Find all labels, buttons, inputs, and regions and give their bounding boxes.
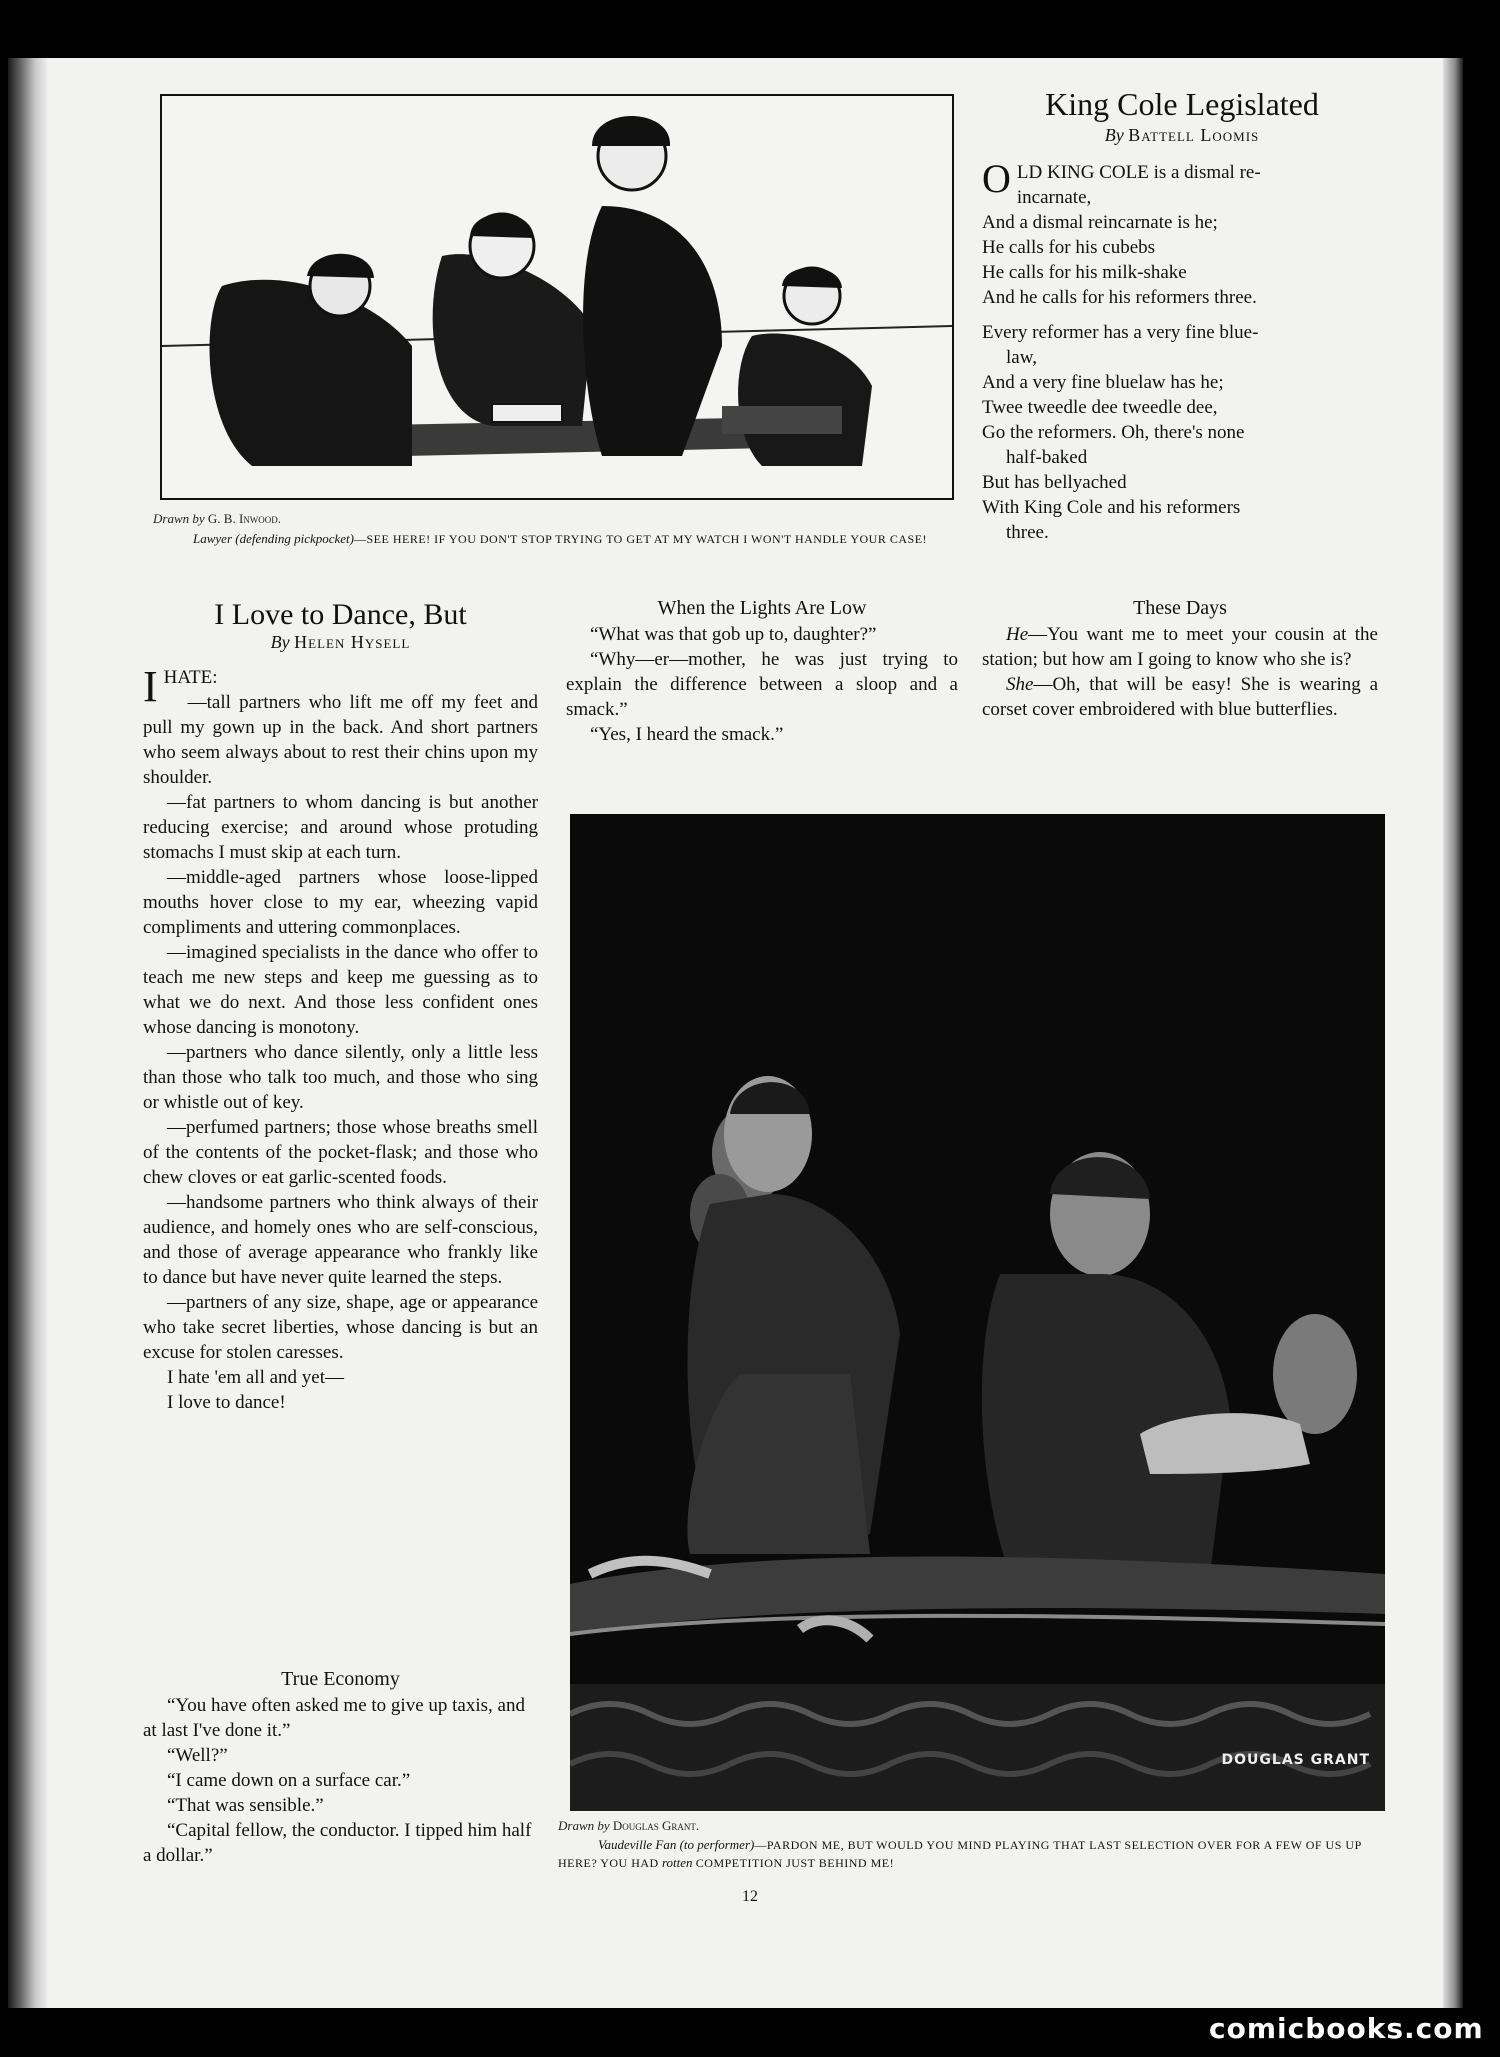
verse-line: three. — [1006, 522, 1049, 543]
king-cole-title: King Cole Legislated — [1045, 86, 1319, 122]
vaudeville-illustration — [570, 814, 1385, 1811]
verse-line: Every reformer has a very fine blue- — [982, 322, 1259, 343]
page-number: 12 — [742, 1888, 758, 1905]
dialogue-line: “Why—er—mother, he was just trying to explain the difference between a sloop and a smack.” — [566, 649, 958, 720]
caption-speaker: Lawyer (defending pickpocket) — [193, 531, 354, 546]
these-days — [982, 597, 1378, 722]
lawyer-caption — [153, 530, 953, 548]
dialogue-line: “That was sensible.” — [167, 1795, 324, 1816]
she-text: —Oh, that will be easy! She is wearing a corset cover embroidered with blue butterflies. — [982, 674, 1378, 720]
lawyer-drawing — [162, 96, 952, 498]
dance-article — [143, 598, 538, 1415]
vaudeville-credit — [558, 1818, 1058, 1834]
credit-prefix: Drawn by — [558, 1818, 610, 1833]
caption-text: —PARDON ME, BUT WOULD YOU MIND PLAYING THAT LAST SELECTION OVER FOR A FEW OF US UP HERE? YOU HAD — [558, 1838, 1362, 1870]
dance-paragraph: —middle-aged partners whose loose-lipped mouths hover close to my ear, wheezing vapid compliments and uttering commonplaces. — [143, 867, 538, 938]
verse-line: But has bellyached — [982, 472, 1127, 493]
lights-low-title: When the Lights Are Low — [657, 597, 867, 619]
byline-author: Battell Loomis — [1128, 125, 1260, 145]
king-cole-poem — [982, 86, 1382, 545]
dialogue-line: “Yes, I heard the smack.” — [590, 724, 784, 745]
true-economy — [143, 1668, 538, 1868]
credit-prefix: Drawn by — [153, 511, 205, 526]
caption-text-end: COMPETITION JUST BEHIND ME! — [695, 1856, 895, 1870]
verse-line: Go the reformers. Oh, there's none — [982, 422, 1245, 443]
verse-line: And he calls for his reformers three. — [982, 287, 1257, 308]
artist-signature: DOUGLAS GRANT — [1221, 1752, 1370, 1768]
dance-paragraph: —partners who dance silently, only a little less than those who talk too much, and those who sing or whistle out of key. — [143, 1042, 538, 1113]
caption-speaker: Vaudeville Fan — [598, 1837, 677, 1852]
these-days-body — [982, 622, 1378, 722]
dialogue-line: “What was that gob up to, daughter?” — [590, 624, 877, 645]
lawyer-illustration — [160, 94, 954, 500]
credit-artist: Douglas Grant. — [612, 1818, 700, 1833]
dance-paragraph: —perfumed partners; those whose breaths smell of the contents of the pocket-flask; and those who chew cloves or eat garlic-scented foods. — [143, 1117, 538, 1188]
dance-paragraph: —imagined specialists in the dance who offer to teach me new steps and keep me guessing as to what we do next. And those less confident ones whose dancing is monotony. — [143, 942, 538, 1038]
page-edge-shadow — [1443, 58, 1463, 2008]
verse-line: And a very fine bluelaw has he; — [982, 372, 1224, 393]
king-cole-stanza-2 — [982, 320, 1382, 545]
he-text: —You want me to meet your cousin at the station; but how am I going to know who she is? — [982, 624, 1378, 670]
she-line — [982, 672, 1378, 722]
dialogue-line: “Capital fellow, the conductor. I tipped him half a dollar.” — [143, 1820, 532, 1866]
true-economy-body — [143, 1693, 538, 1868]
dance-opening — [143, 662, 538, 711]
opening-word: HATE: — [163, 667, 218, 688]
he-line — [982, 622, 1378, 672]
caption-paren: (to performer) — [679, 1837, 755, 1852]
dance-paragraph: —handsome partners who think always of their audience, and homely ones who are self-conscious, and those of average appearance who frankly like to dance but have never quite learned the steps. — [143, 1192, 538, 1288]
king-cole-byline — [982, 125, 1382, 146]
lights-low-body — [566, 622, 958, 747]
credit-artist: G. B. Inwood. — [207, 511, 282, 526]
book-spine-shadow — [8, 58, 47, 2008]
byline-by: By — [1104, 125, 1124, 145]
verse-line: And a dismal reincarnate is he; — [982, 212, 1218, 233]
verse-line: LD KING COLE is a dismal re- — [1016, 162, 1261, 183]
vaudeville-drawing — [570, 814, 1385, 1811]
verse-line: half-baked — [1006, 447, 1088, 468]
dance-paragraph: —partners of any size, shape, age or appearance who take secret liberties, whose dancing is but an excuse for stolen caresses. — [143, 1292, 538, 1363]
dance-paragraph: —fat partners to whom dancing is but another reducing exercise; and around whose protuding stomachs I must skip at each turn. — [143, 792, 538, 863]
dance-paragraph: —tall partners who lift me off my feet and pull my gown up in the back. And short partners who seem always about to rest their chins upon my shoulder. — [143, 692, 538, 788]
dialogue-line: “I came down on a surface car.” — [167, 1770, 411, 1791]
dance-closing: I hate 'em all and yet— — [167, 1367, 344, 1388]
dance-title: I Love to Dance, But — [214, 598, 467, 631]
dance-body — [143, 662, 538, 1415]
dialogue-line: “Well?” — [167, 1745, 228, 1766]
byline-author: Helen Hysell — [294, 632, 411, 652]
verse-line: With King Cole and his reformers — [982, 497, 1241, 518]
drop-cap: I — [143, 662, 158, 711]
byline-by: By — [270, 632, 290, 652]
caption-text: —SEE HERE! IF YOU DON'T STOP TRYING TO GET AT MY WATCH I WON'T HANDLE YOUR CASE! — [354, 532, 928, 546]
king-cole-stanza-1 — [982, 156, 1382, 310]
drop-cap: O — [982, 156, 1011, 201]
verse-line: Twee tweedle dee tweedle dee, — [982, 397, 1218, 418]
site-watermark: comicbooks.com — [1209, 2012, 1484, 2045]
verse-line: law, — [1006, 347, 1037, 368]
verse-line: He calls for his cubebs — [982, 237, 1156, 258]
vaudeville-caption — [558, 1836, 1388, 1872]
speaker-she: She — [1006, 674, 1034, 695]
dialogue-line: “You have often asked me to give up taxis, and at last I've done it.” — [143, 1695, 525, 1741]
speaker-he: He — [1006, 624, 1029, 645]
lawyer-credit — [153, 511, 553, 527]
true-economy-title: True Economy — [281, 1668, 400, 1690]
these-days-title: These Days — [1133, 597, 1227, 619]
dance-closing: I love to dance! — [167, 1392, 286, 1413]
verse-line: He calls for his milk-shake — [982, 262, 1187, 283]
caption-emphasis: rotten — [661, 1855, 693, 1870]
dance-byline — [143, 632, 538, 653]
lights-low — [566, 597, 958, 747]
verse-line: incarnate, — [1016, 187, 1092, 208]
